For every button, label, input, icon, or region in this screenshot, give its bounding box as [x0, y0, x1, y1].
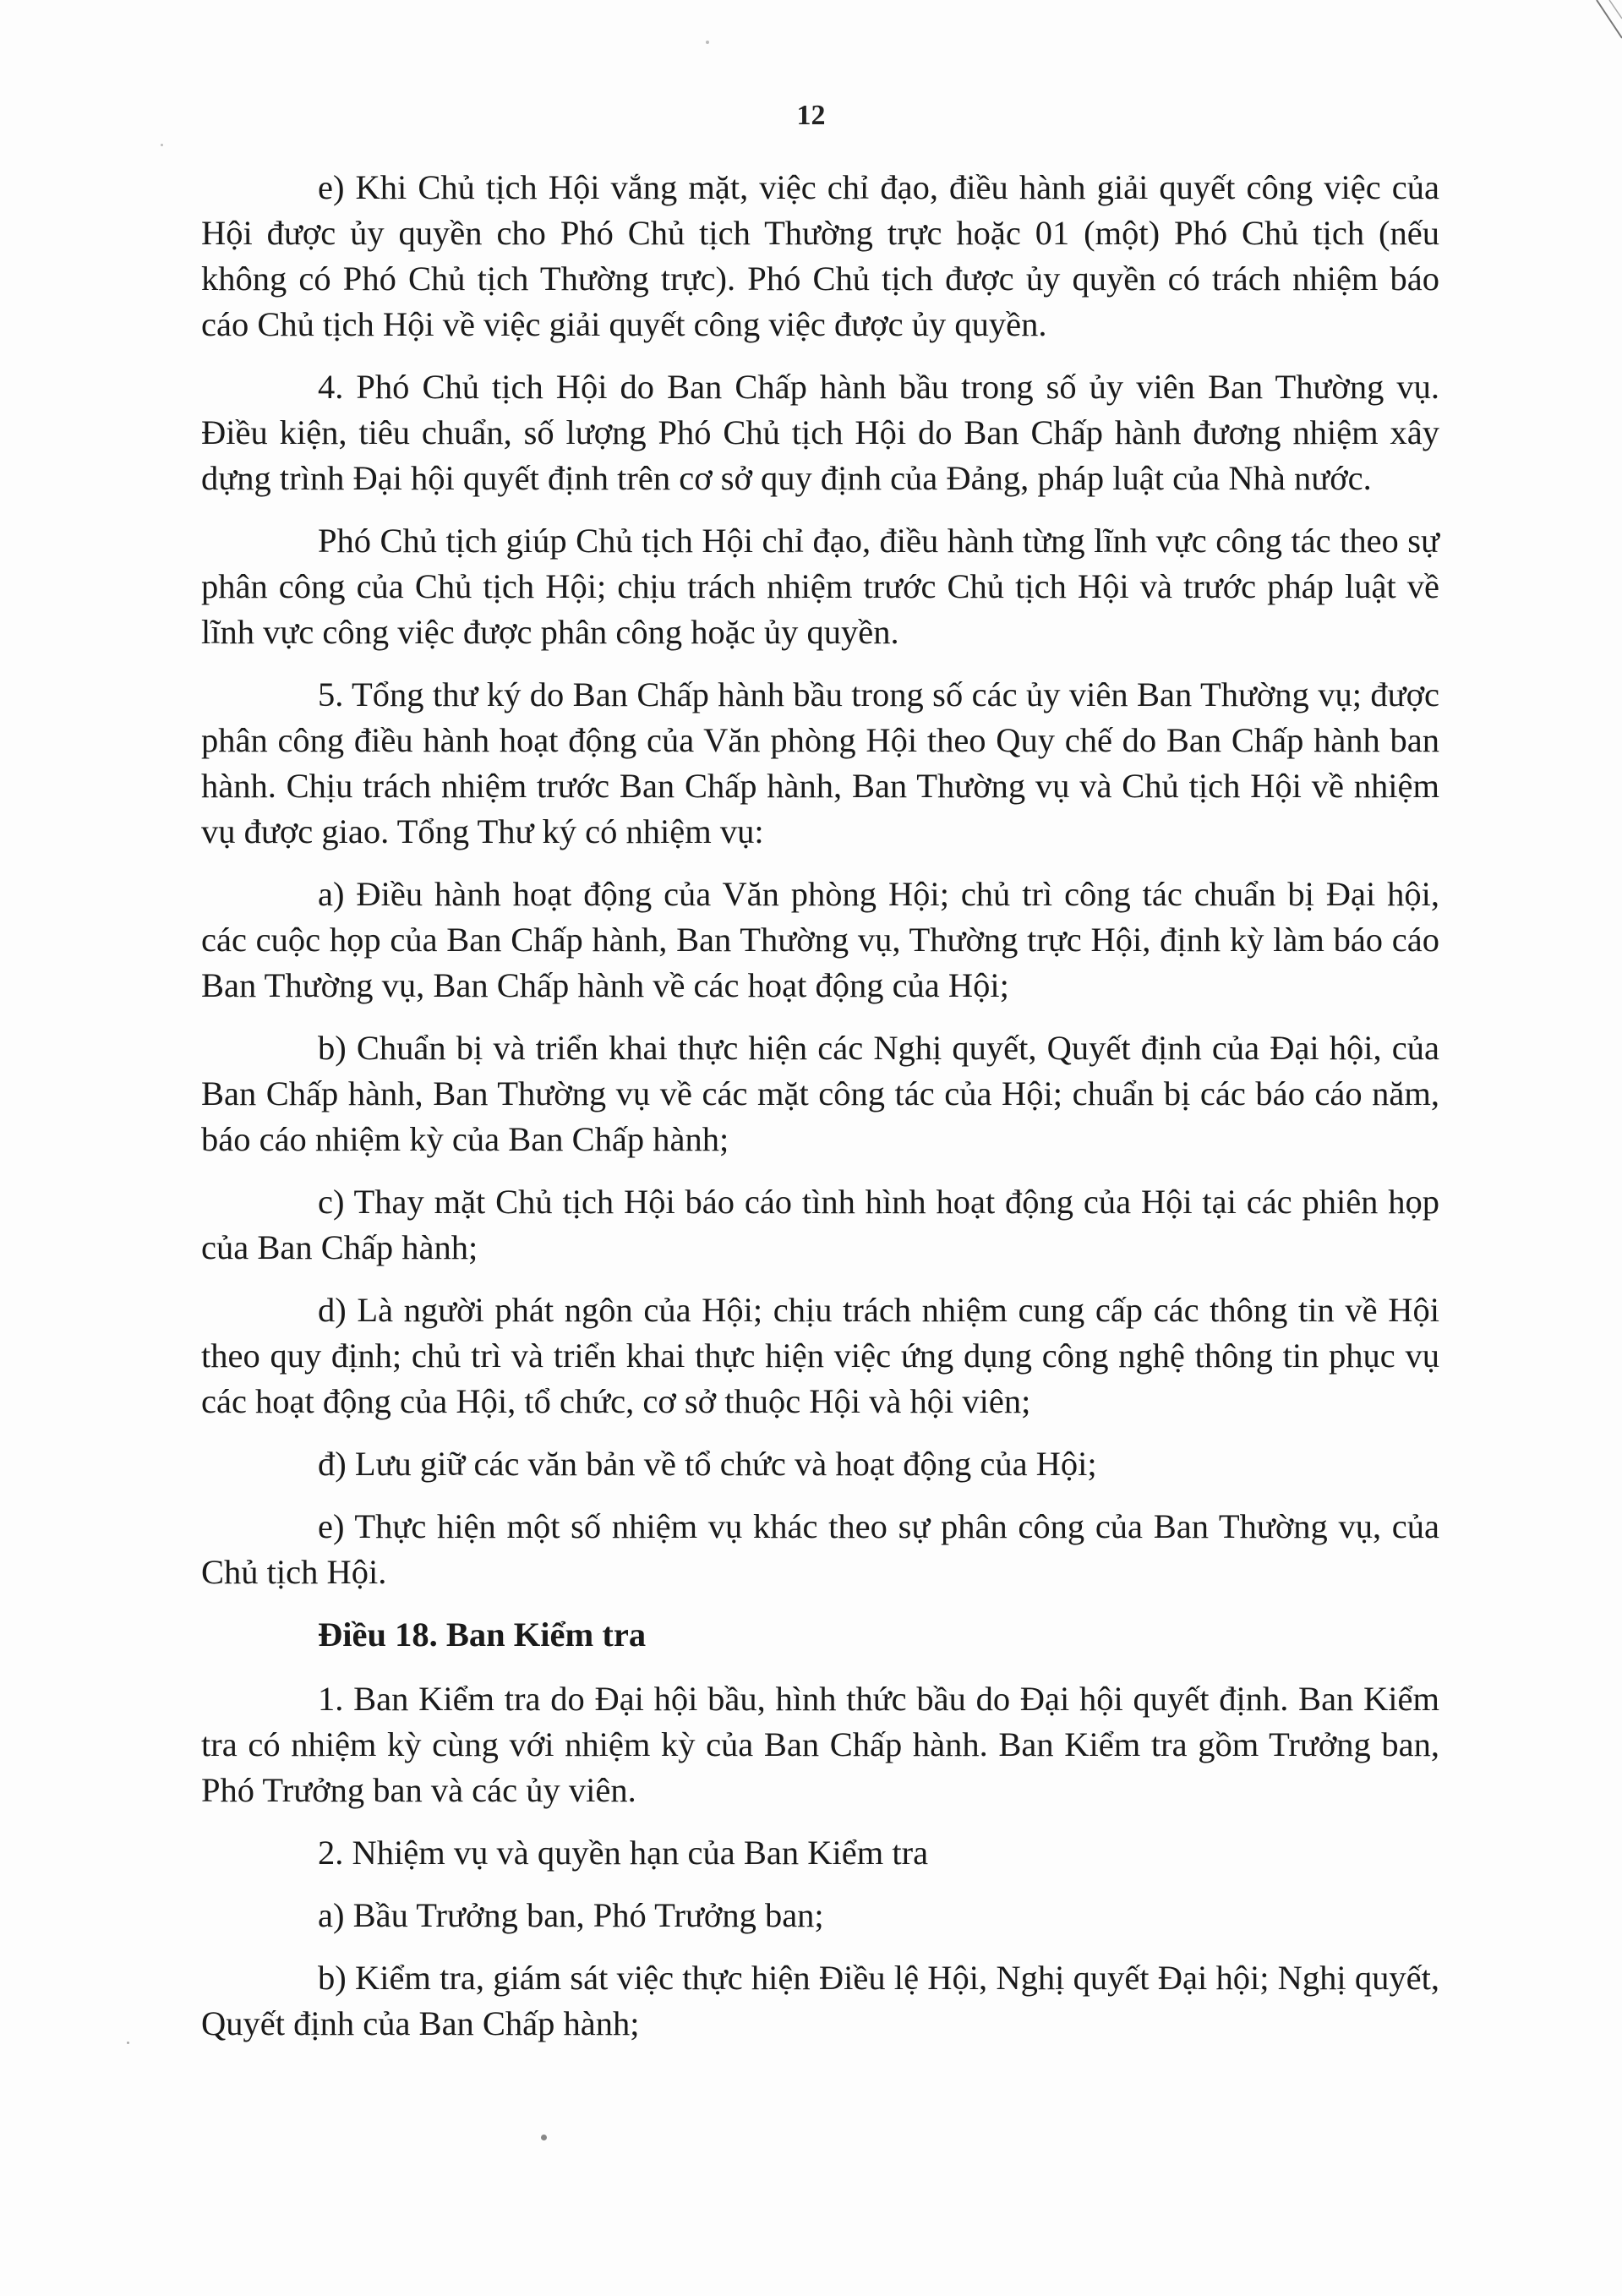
paragraph: e) Thực hiện một số nhiệm vụ khác theo sự phân công của Ban Thường vụ, của Chủ tịch Hội. — [201, 1507, 1439, 1591]
paragraph: e) Khi Chủ tịch Hội vắng mặt, việc chỉ đạo, điều hành giải quyết công việc của Hội được ủy quyền cho Phó Chủ tịch Thường trực hoặc 01 (một) Phó Chủ tịch (nếu không có Phó Chủ tịch Thường trực). Phó Chủ tịch được ủy quyền có trách nhiệm báo cáo Chủ tịch Hội về việc giải quyết công việc được ủy quyền. — [201, 168, 1439, 343]
paragraph: 1. Ban Kiểm tra do Đại hội bầu, hình thức bầu do Đại hội quyết định. Ban Kiểm tra có nhiệm kỳ cùng với nhiệm kỳ của Ban Chấp hành. Ban Kiểm tra gồm Trưởng ban, Phó Trưởng ban và các ủy viên. — [201, 1680, 1439, 1809]
article-heading: Điều 18. Ban Kiểm tra — [318, 1615, 647, 1654]
paragraph: 5. Tổng thư ký do Ban Chấp hành bầu trong số các ủy viên Ban Thường vụ; được phân công điều hành hoạt động của Văn phòng Hội theo Quy chế do Ban Chấp hành ban hành. Chịu trách nhiệm trước Ban Chấp hành, Ban Thường vụ và Chủ tịch Hội về nhiệm vụ được giao. Tổng Thư ký có nhiệm vụ: — [201, 675, 1439, 850]
paragraph: 4. Phó Chủ tịch Hội do Ban Chấp hành bầu trong số ủy viên Ban Thường vụ. Điều kiện, tiêu chuẩn, số lượng Phó Chủ tịch Hội do Ban Chấp hành đương nhiệm xây dựng trình Đại hội quyết định trên cơ sở quy định của Đảng, pháp luật của Nhà nước. — [201, 368, 1439, 497]
scan-speck — [161, 144, 163, 146]
paragraph: a) Điều hành hoạt động của Văn phòng Hội; chủ trì công tác chuẩn bị Đại hội, các cuộc họp của Ban Chấp hành, Ban Thường vụ, Thường trực Hội, định kỳ làm báo cáo Ban Thường vụ, Ban Chấp hành về các hoạt động của Hội; — [201, 875, 1439, 1004]
scan-speck — [127, 2042, 129, 2044]
paragraph: 2. Nhiệm vụ và quyền hạn của Ban Kiểm tra — [318, 1834, 929, 1872]
paragraph: b) Chuẩn bị và triển khai thực hiện các Nghị quyết, Quyết định của Đại hội, của Ban Chấp hành, Ban Thường vụ về các mặt công tác của Hội; chuẩn bị các báo cáo năm, báo cáo nhiệm kỳ của Ban Chấp hành; — [201, 1029, 1439, 1158]
document-body — [201, 165, 1439, 2064]
paragraph: d) Là người phát ngôn của Hội; chịu trách nhiệm cung cấp các thông tin về Hội theo quy định; chủ trì và triển khai thực hiện việc ứng dụng công nghệ thông tin phục vụ các hoạt động của Hội, tổ chức, cơ sở thuộc Hội và hội viên; — [201, 1291, 1439, 1420]
scan-speck — [706, 41, 709, 44]
paragraph: c) Thay mặt Chủ tịch Hội báo cáo tình hình hoạt động của Hội tại các phiên họp của Ban Chấp hành; — [201, 1183, 1439, 1266]
page-number: 12 — [796, 100, 826, 131]
paragraph: a) Bầu Trưởng ban, Phó Trưởng ban; — [318, 1896, 824, 1934]
paragraph: b) Kiểm tra, giám sát việc thực hiện Điều lệ Hội, Nghị quyết Đại hội; Nghị quyết, Quyết định của Ban Chấp hành; — [201, 1959, 1439, 2042]
paragraph: đ) Lưu giữ các văn bản về tổ chức và hoạt động của Hội; — [318, 1445, 1097, 1483]
scan-corner-mark — [1563, 0, 1622, 51]
scan-speck — [541, 2135, 547, 2140]
paragraph: Phó Chủ tịch giúp Chủ tịch Hội chỉ đạo, điều hành từng lĩnh vực công tác theo sự phân công của Chủ tịch Hội; chịu trách nhiệm trước Chủ tịch Hội và trước pháp luật về lĩnh vực công việc được phân công hoặc ủy quyền. — [201, 522, 1439, 651]
